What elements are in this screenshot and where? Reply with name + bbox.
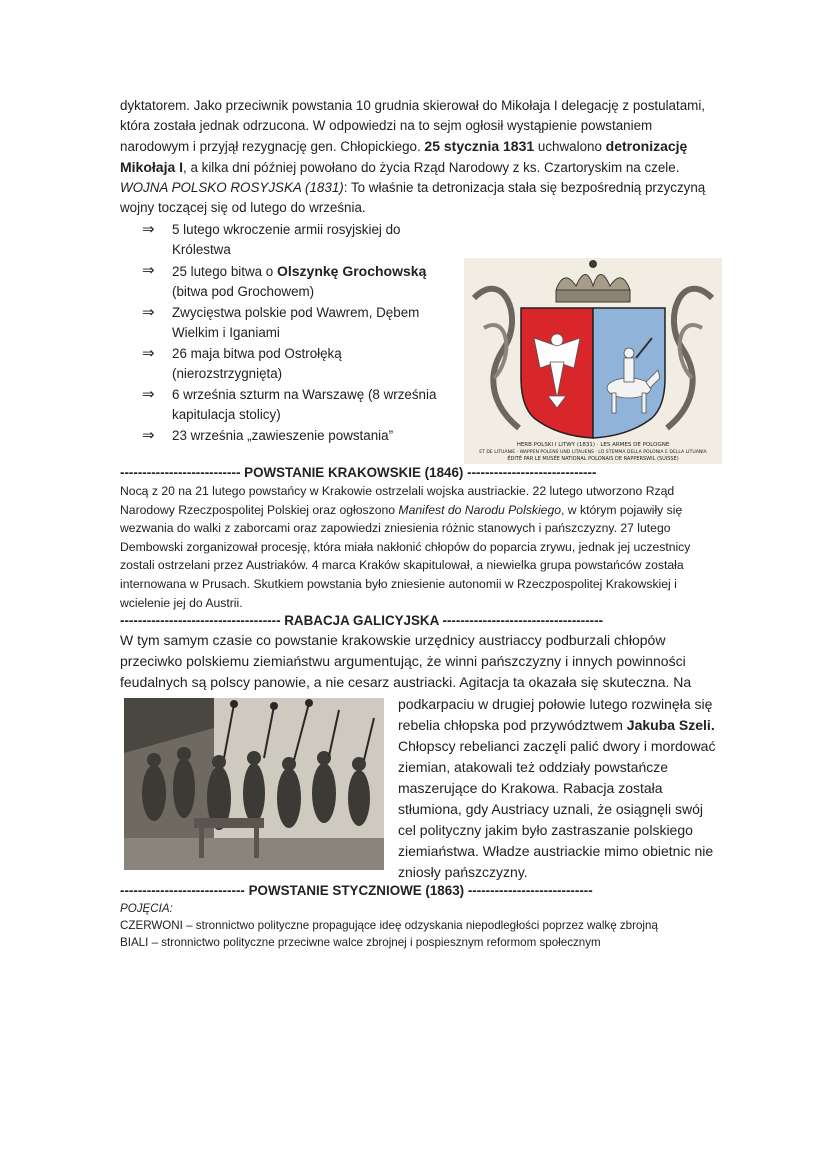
battle-highlight: Olszynkę Grochowską [276,263,427,279]
arrow-icon: ⇒ [142,386,155,403]
arrow-icon: ⇒ [142,304,155,321]
divider-line: ---------------------------- [120,883,245,899]
date-highlight: 25 stycznia 1831 [424,138,535,154]
rabacja-text-2: Chłopscy rebelianci zaczęli palić dwory i mordować ziemian, atakowali też oddziały powstańcze maszerujące do Krakowa. Rabacja została stłumiona, gdy Austriacy uznali, że osiągnęli swój cel polityczny jakim było zastraszanie polskiego ziemiaństwa. Władze austriackie mimo obietnic nie zniosły pańszczyzny. [398,738,716,881]
list-item-text: 6 września szturm na Warszawę (8 września kapitulacja stolicy) [172,387,437,422]
concept-czerwoni: CZERWONI – stronnictwo polityczne propagujące ideę odzyskania niepodległości poprzez walkę zbrojną [120,919,658,933]
intro-text-2: uchwalono [534,139,606,154]
leader-highlight: Jakuba Szeli. [626,717,715,734]
list-item-text: 23 września „zawieszenie powstania” [172,428,394,443]
war-events-list [142,220,452,446]
krakow-text-2: , w którym pojawiły się wezwania do walki z zaborcami oraz zapowiedzi zniesienia różnic stanowych i pańszczyzny. 27 lutego Dembowski zorganizował procesję, która miała nakłonić chłopów do poparcia zrywu, jednak jej uczestnicy zostali ostrzelani przez Austriaków. 4 marca Kraków skapitulował, a niewielka grupa powstańców została internowana w Prusach. Skutkiem powstania było zniesienie autonomii w Rzeczpospolitej Krakowskiej i wcielenie jej do Austrii. [120,502,691,610]
concepts-label: POJĘCIA: [120,902,173,916]
list-item-text: 5 lutego wkroczenie armii rosyjskiej do Królestwa [172,222,401,257]
divider-line: ------------------------------------ [442,613,604,629]
rabacja-intro: W tym samym czasie co powstanie krakowskie urzędnicy austriaccy podburzali chłopów przeciwko polskiemu ziemiaństwu argumentując, że winni pańszczyzny i innych powinności feudalnych są polscy panowie, a nie cesarz austriacki. Agitacja ta okazała się skuteczna. Na [120,632,692,691]
arrow-icon: ⇒ [142,427,155,444]
section-divider-krakow [120,464,710,482]
coat-of-arms-image [464,258,722,464]
section-divider-rabacja [120,612,710,630]
list-item-text: Zwycięstwa polskie pod Wawrem, Dębem Wielkim i Iganiami [172,305,420,340]
document-page [120,96,716,951]
rabacja-figure-block [120,694,716,884]
divider-line: ---------------------------- [467,883,593,899]
engraving-image [124,698,384,870]
detronization-highlight: detronizację Mikołaja I [120,138,688,175]
war-text: : To właśnie ta detronizacja stała się bezpośrednią przyczyną wojny toczącej się od lutego do września. [120,180,706,215]
section-title: POWSTANIE KRAKOWSKIE (1846) [244,465,464,480]
war-heading: WOJNA POLSKO ROSYJSKA (1831) [120,180,344,195]
list-item [142,426,452,446]
intro-text: dyktatorem. Jako przeciwnik powstania 10 grudnia skierował do Mikołaja I delegację z postulatami, która została jednak odrzucona. W odpowiedzi na to sejm ogłosił wystąpienie powstaniem narodowym i przyjął rezygnację gen. Chłopickiego. [120,98,706,154]
rabacja-text: podkarpaciu w drugiej połowie lutego rozwinęła się rebelia chłopska pod przywództwem [398,696,713,734]
section-title: RABACJA GALICYJSKA [284,613,439,629]
list-item [142,220,452,260]
rabacja-paragraph [398,694,718,883]
intro-text-3: , a kilka dni później powołano do życia Rząd Narodowy z ks. Czartoryskim na czele. [183,160,680,175]
list-item-text-part: (bitwa pod Grochowem) [172,284,315,299]
list-item [142,261,452,302]
divider-line: ------------------------------------ [120,613,281,629]
coat-caption-1: HERB POLSKI I LITWY (1831) · LES ARMES DE POLOGNE [516,442,670,448]
section-title: POWSTANIE STYCZNIOWE (1863) [248,883,465,899]
coat-caption-2: ET DE LITUANIE · WAPPEN POLENS UND LITAUENS · LO STEMMA DELLA POLONIA E DELLA LITUANIA [479,450,707,455]
coat-caption-3: ÉDITÉ PAR LE MUSÉE NATIONAL POLONAIS DE RAPPERSWIL (SUISSE) [507,456,679,462]
intro-paragraph [120,96,710,178]
list-item-text [172,261,452,302]
list-item [142,303,452,343]
section-divider-styczniowe [120,882,710,900]
arrow-icon: ⇒ [142,345,155,362]
divider-line: ----------------------------- [467,465,597,480]
list-item [142,344,452,384]
list-item [142,385,452,425]
divider-line: --------------------------- [120,465,241,480]
manifest-title: Manifest do Narodu Polskiego [398,502,562,517]
concept-biali: BIALI – stronnictwo polityczne przeciwne walce zbrojnej i pospiesznym reformom społecznym [120,936,601,950]
war-paragraph [120,178,710,218]
list-item-text: 26 maja bitwa pod Ostrołęką (nierozstrzygnięta) [172,346,342,381]
peasant-rebellion-engraving [124,698,384,870]
arrow-icon: ⇒ [142,262,155,279]
coat-of-arms-illustration [464,258,722,464]
arrow-icon: ⇒ [142,221,155,238]
list-item-text-part: 25 lutego bitwa o [172,264,277,279]
krakow-paragraph [120,482,710,612]
krakow-text: Nocą z 20 na 21 lutego powstańcy w Krakowie ostrzelali wojska austriackie. 22 lutego utworzono Rząd Narodowy Rzeczpospolitej Polskiej oraz ogłoszono [120,484,675,517]
